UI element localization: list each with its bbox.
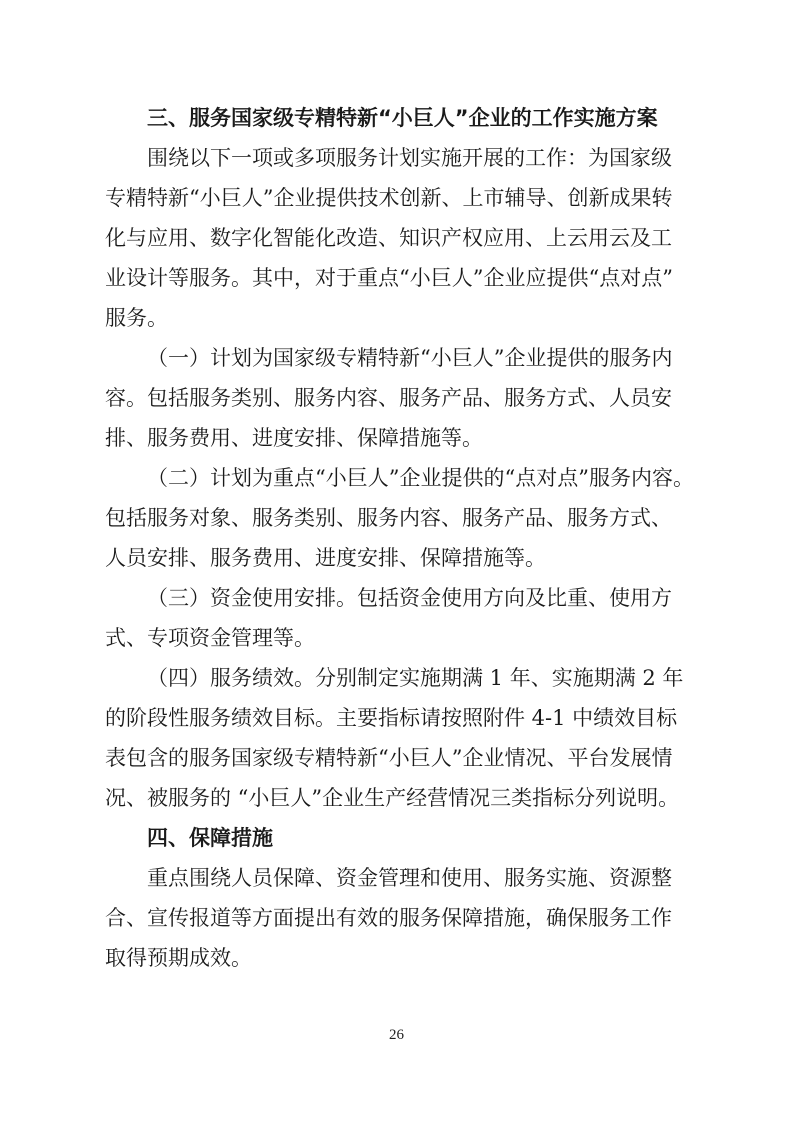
paragraph-line: 的阶段性服务绩效目标。主要指标请按照附件 4-1 中绩效目标 xyxy=(105,706,678,730)
document-page xyxy=(105,98,694,978)
paragraph-line: 包括服务对象、服务类别、服务内容、服务产品、服务方式、 xyxy=(105,506,672,530)
paragraph-line: 容。包括服务类别、服务内容、服务产品、服务方式、人员安 xyxy=(105,386,672,410)
paragraph-line: （二）计划为重点“小巨人”企业提供的“点对点”服务内容。 xyxy=(147,466,694,490)
paragraph-line: 专精特新“小巨人”企业提供技术创新、上市辅导、创新成果转 xyxy=(105,186,673,210)
paragraph-line: （三）资金使用安排。包括资金使用方向及比重、使用方 xyxy=(147,586,672,610)
item-3-paragraph xyxy=(105,578,687,658)
item-1-paragraph xyxy=(105,338,687,458)
section-4-paragraph xyxy=(105,858,687,978)
paragraph-line: 服务。 xyxy=(105,306,168,330)
page-number: 26 xyxy=(389,1027,404,1043)
paragraph-line: 况、被服务的 “小巨人”企业生产经营情况三类指标分列说明。 xyxy=(105,786,680,810)
paragraph-line: 重点围绕人员保障、资金管理和使用、服务实施、资源整 xyxy=(147,866,672,890)
section-heading: 三、服务国家级专精特新“小巨人”企业的工作实施方案 xyxy=(147,106,658,130)
paragraph-line: 人员安排、服务费用、进度安排、保障措施等。 xyxy=(105,546,546,570)
paragraph-line: 化与应用、数字化智能化改造、知识产权应用、上云用云及工 xyxy=(105,226,672,250)
paragraph-line: 排、服务费用、进度安排、保障措施等。 xyxy=(105,426,483,450)
paragraph-line: 合、宣传报道等方面提出有效的服务保障措施，确保服务工作 xyxy=(105,906,672,930)
item-2-paragraph xyxy=(105,458,694,578)
paragraph-line: 取得预期成效。 xyxy=(105,946,252,970)
item-4-paragraph xyxy=(105,658,687,818)
paragraph-line: 式、专项资金管理等。 xyxy=(105,626,315,650)
section-heading: 四、保障措施 xyxy=(147,826,273,850)
paragraph-line: （一）计划为国家级专精特新“小巨人”企业提供的服务内 xyxy=(147,346,673,370)
paragraph-line: 表包含的服务国家级专精特新“小巨人”企业情况、平台发展情 xyxy=(105,746,673,770)
paragraph-line: （四）服务绩效。分别制定实施期满 1 年、实施期满 2 年 xyxy=(147,666,684,690)
section-intro-paragraph xyxy=(105,138,687,338)
paragraph-line: 围绕以下一项或多项服务计划实施开展的工作：为国家级 xyxy=(147,146,672,170)
paragraph-line: 业设计等服务。其中，对于重点“小巨人”企业应提供“点对点” xyxy=(105,266,673,290)
